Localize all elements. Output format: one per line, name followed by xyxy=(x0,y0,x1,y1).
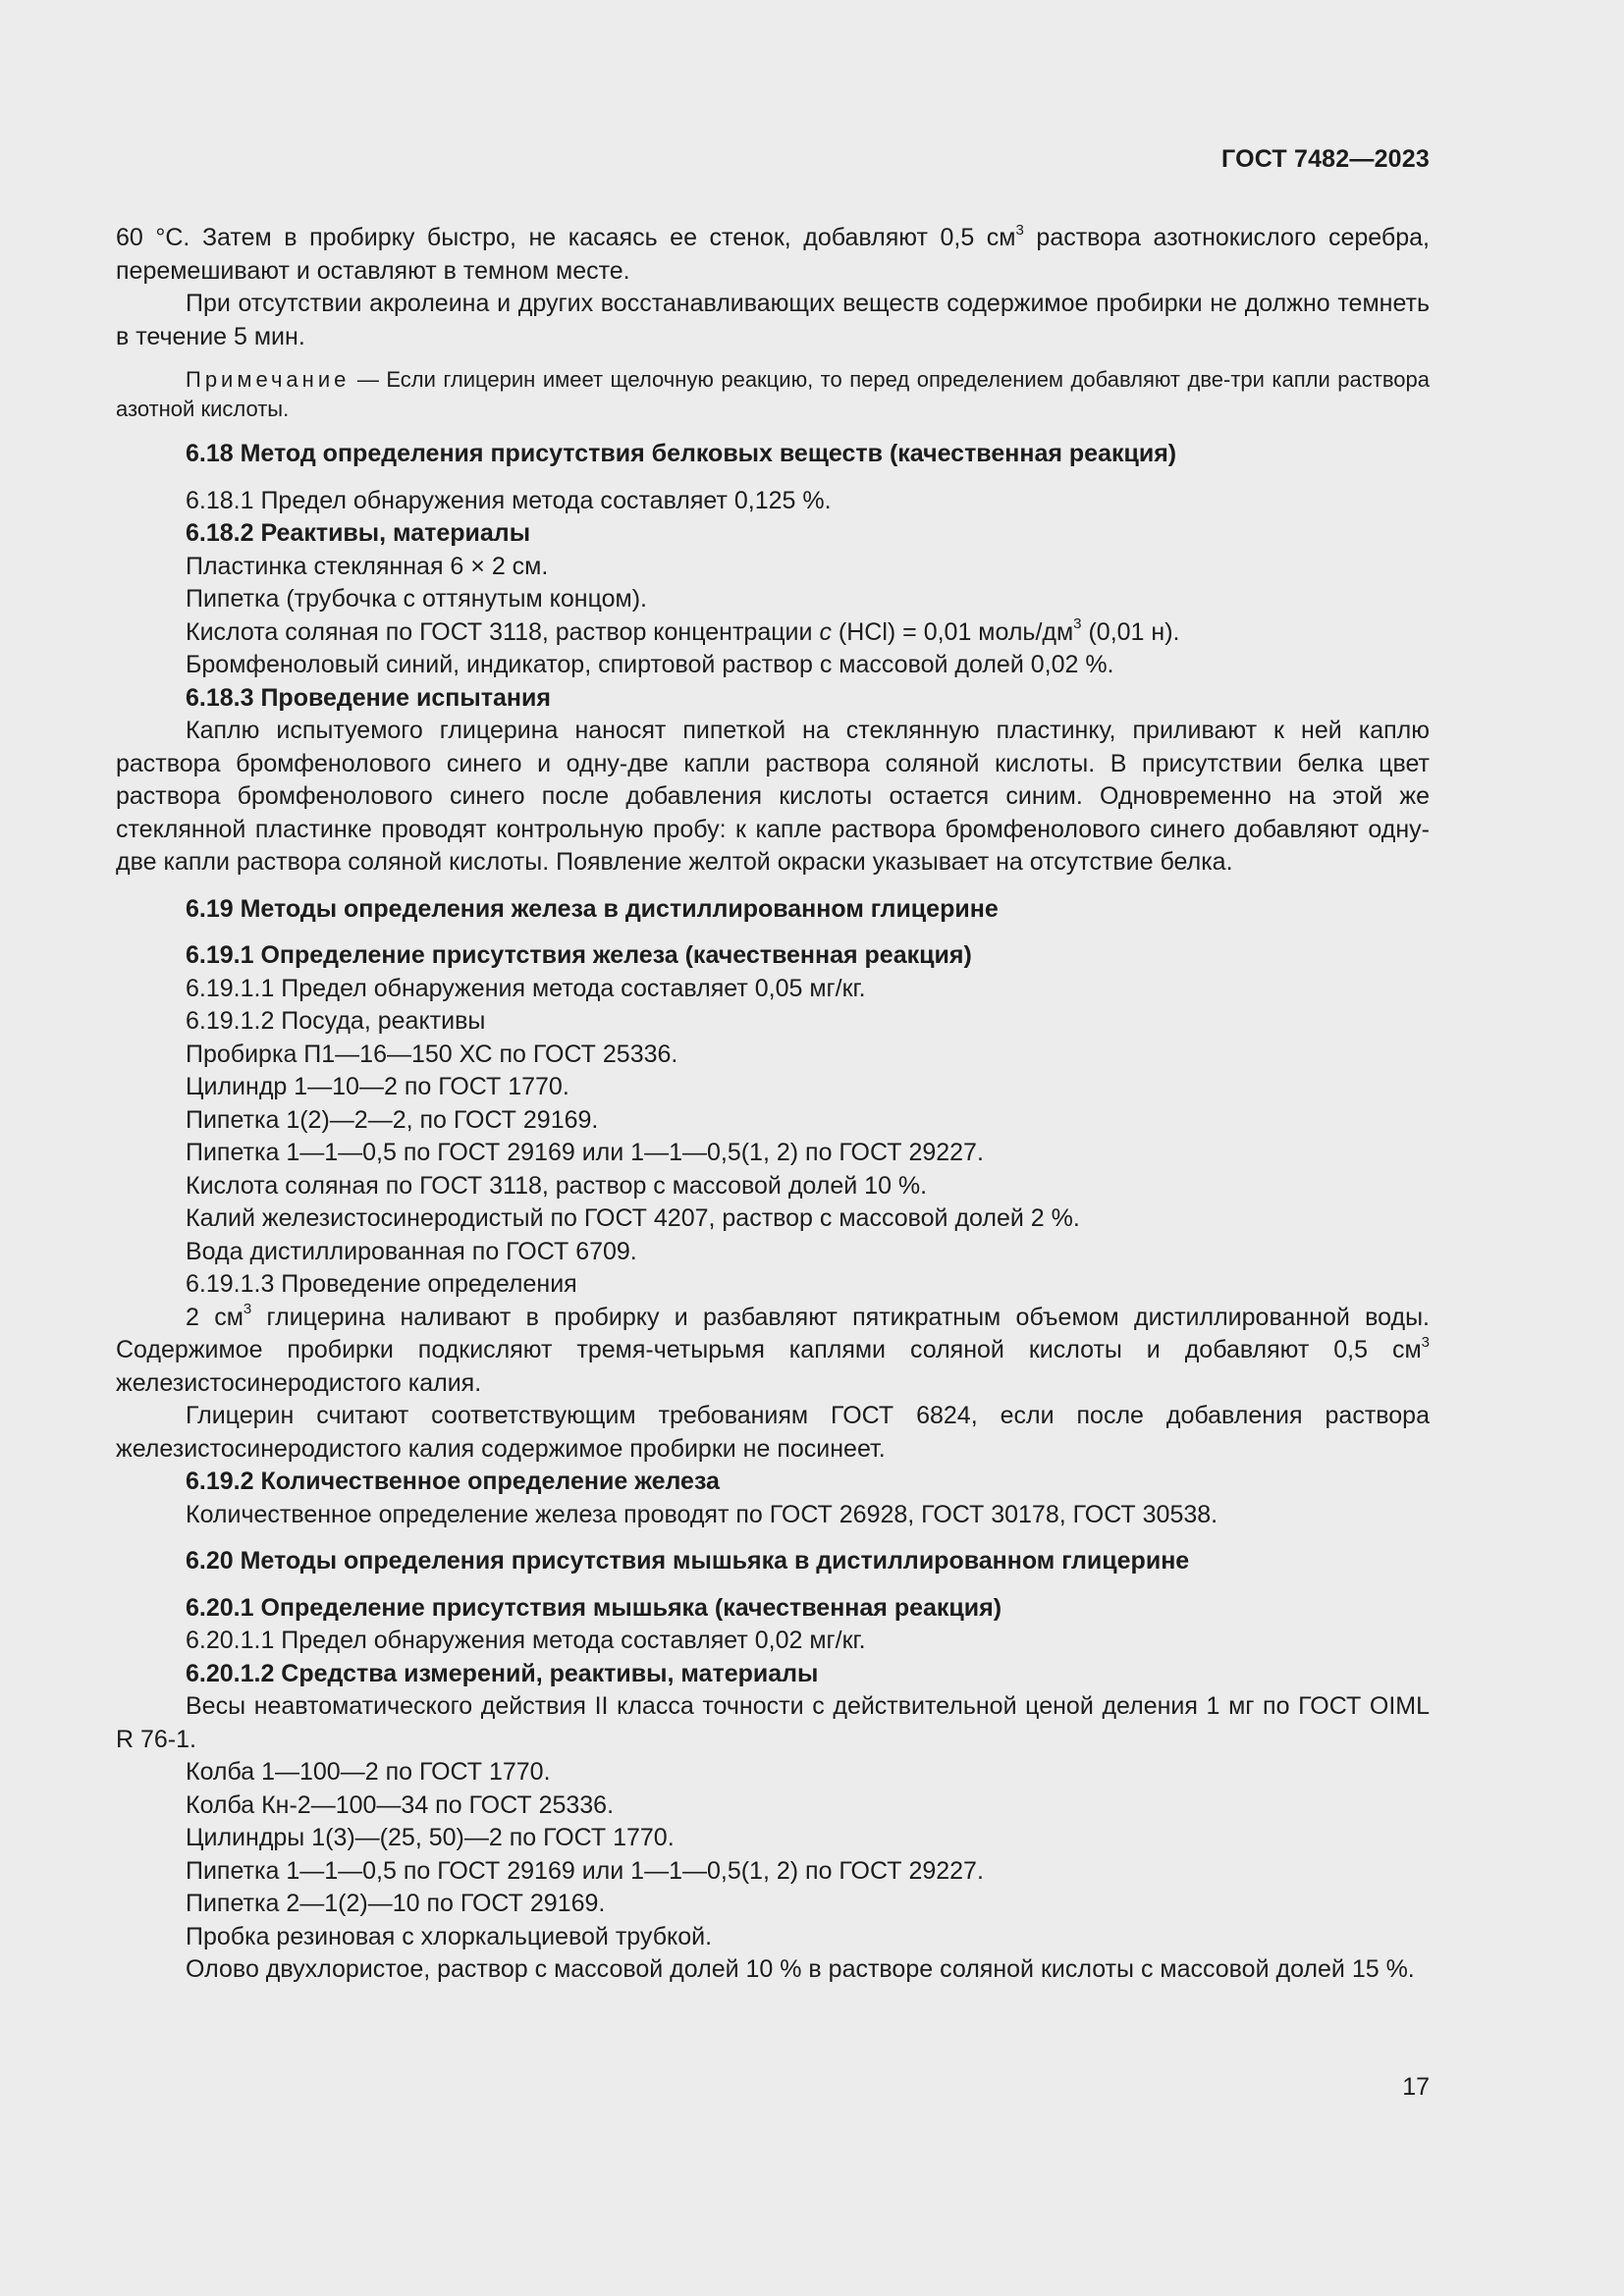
superscript: 3 xyxy=(243,1301,252,1318)
list-item: 6.19.1.2 Посуда, реактивы xyxy=(186,1007,486,1035)
paragraph xyxy=(116,222,1430,288)
paragraph xyxy=(116,1302,1430,1401)
subsection-heading: 6.18.2 Реактивы, материалы xyxy=(186,519,531,547)
text: железистосинеродистого калия. xyxy=(116,1368,482,1397)
list-item: Пипетка 2—1(2)—10 по ГОСТ 29169. xyxy=(186,1890,606,1917)
list-item: 6.18.1 Предел обнаружения метода составляет 0,125 %. xyxy=(186,486,832,514)
list-item: Вода дистиллированная по ГОСТ 6709. xyxy=(186,1237,637,1265)
text: раствора азотнокислого серебра, перемешивают и оставляют в темном месте. xyxy=(116,224,1430,285)
list-item: Пластинка стеклянная 6 × 2 см. xyxy=(186,552,549,580)
list-item: Пипетка 1—1—0,5 по ГОСТ 29169 или 1—1—0,5(1, 2) по ГОСТ 29227. xyxy=(186,1139,984,1166)
section-heading-6-18: 6.18 Метод определения присутствия белковых веществ (качественная реакция) xyxy=(186,440,1177,467)
subsection-heading: 6.18.3 Проведение испытания xyxy=(186,683,551,712)
list-item: 6.20.1.1 Предел обнаружения метода составляет 0,02 мг/кг. xyxy=(186,1627,866,1654)
paragraph: Весы неавтоматического действия II класса точности с действительной ценой деления 1 мг по ГОСТ OIML R 76-1. xyxy=(116,1692,1430,1753)
list-item: Цилиндр 1—10—2 по ГОСТ 1770. xyxy=(186,1073,569,1100)
subsection-heading: 6.20.1 Определение присутствия мышьяка (качественная реакция) xyxy=(186,1593,1002,1622)
list-item: Колба 1—100—2 по ГОСТ 1770. xyxy=(186,1758,551,1786)
note-text: — Если глицерин имеет щелочную реакцию, то перед определением добавляют две-три капли раствора азотной кислоты. xyxy=(116,367,1430,421)
text: (HCl) = 0,01 моль/дм xyxy=(831,617,1074,646)
text: 60 °С. Затем в пробирку быстро, не касаясь ее стенок, добавляют 0,5 см xyxy=(116,224,1016,251)
list-item: Калий железистосинеродистый по ГОСТ 4207, раствор с массовой долей 2 %. xyxy=(186,1204,1080,1232)
list-item: Пробка резиновая с хлоркальциевой трубкой. xyxy=(186,1922,713,1950)
list-item xyxy=(116,616,1430,650)
subsection-heading: 6.19.2 Количественное определение железа xyxy=(186,1468,720,1495)
text: Кислота соляная по ГОСТ 3118, раствор концентрации xyxy=(186,617,820,646)
text: 2 см xyxy=(186,1303,244,1331)
list-item: Пипетка (трубочка с оттянутым концом). xyxy=(186,585,647,613)
list-item: Кислота соляная по ГОСТ 3118, раствор с массовой долей 10 %. xyxy=(186,1171,928,1200)
text: глицерина наливают в пробирку и разбавляют пятикратным объемом дистиллированной воды. Содержимое пробирки подкисляют тремя-четырьмя каплями соляной кислоты и добавляют 0,5 см xyxy=(116,1303,1430,1363)
paragraph: Олово двухлористое, раствор с массовой долей 10 % в растворе соляной кислоты с массовой долей 15 %. xyxy=(186,1955,1415,1983)
list-item: Колба Кн-2—100—34 по ГОСТ 25336. xyxy=(186,1790,615,1819)
paragraph: Глицерин считают соответствующим требованиям ГОСТ 6824, если после добавления раствора железистосинеродистого калия содержимое пробирки не посинеет. xyxy=(116,1402,1430,1463)
list-item: Пипетка 1—1—0,5 по ГОСТ 29169 или 1—1—0,5(1, 2) по ГОСТ 29227. xyxy=(186,1856,984,1885)
note xyxy=(116,365,1430,424)
note-label: Примечание xyxy=(186,367,351,392)
paragraph: Каплю испытуемого глицерина наносят пипеткой на стеклянную пластинку, приливают к ней каплю раствора бромфенолового синего и одну-две капли раствора соляной кислоты. В присутствии белка цвет раствора бромфенолового синего после добавления кислоты остается синим. Одновременно на этой же стеклянной пластинке проводят контрольную пробу: к капле раствора бромфенолового синего добавляют одну-две капли раствора соляной кислоты. Появление желтой окраски указывает на отсутствие белка. xyxy=(116,717,1430,876)
standard-header: ГОСТ 7482—2023 xyxy=(1221,145,1430,173)
list-item: Пробирка П1—16—150 ХС по ГОСТ 25336. xyxy=(186,1040,678,1068)
list-item: Количественное определение железа проводят по ГОСТ 26928, ГОСТ 30178, ГОСТ 30538. xyxy=(186,1500,1218,1528)
subsection-heading: 6.19.1 Определение присутствия железа (качественная реакция) xyxy=(186,941,972,969)
superscript: 3 xyxy=(1015,221,1024,239)
list-item: 6.19.1.1 Предел обнаружения метода составляет 0,05 мг/кг. xyxy=(186,974,866,1002)
superscript: 3 xyxy=(1421,1333,1430,1351)
superscript: 3 xyxy=(1073,615,1082,633)
section-heading-6-20: 6.20 Методы определения присутствия мышьяка в дистиллированном глицерине xyxy=(186,1547,1190,1575)
paragraph: При отсутствии акролеина и других восстанавливающих веществ содержимое пробирки не должно темнеть в течение 5 мин. xyxy=(116,290,1430,350)
list-item: Цилиндры 1(3)—(25, 50)—2 по ГОСТ 1770. xyxy=(186,1824,675,1851)
list-item: Бромфеноловый синий, индикатор, спиртовой раствор с массовой долей 0,02 %. xyxy=(186,651,1114,678)
text: (0,01 н). xyxy=(1081,617,1180,646)
list-item: Пипетка 1(2)—2—2, по ГОСТ 29169. xyxy=(186,1105,599,1134)
page-content xyxy=(116,222,1430,1987)
page-number: 17 xyxy=(1402,2073,1430,2101)
subsection-heading: 6.20.1.2 Средства измерений, реактивы, материалы xyxy=(186,1659,819,1687)
text: с xyxy=(819,617,832,646)
list-item: 6.19.1.3 Проведение определения xyxy=(186,1270,577,1298)
section-heading-6-19: 6.19 Методы определения железа в дистиллированном глицерине xyxy=(186,894,999,923)
